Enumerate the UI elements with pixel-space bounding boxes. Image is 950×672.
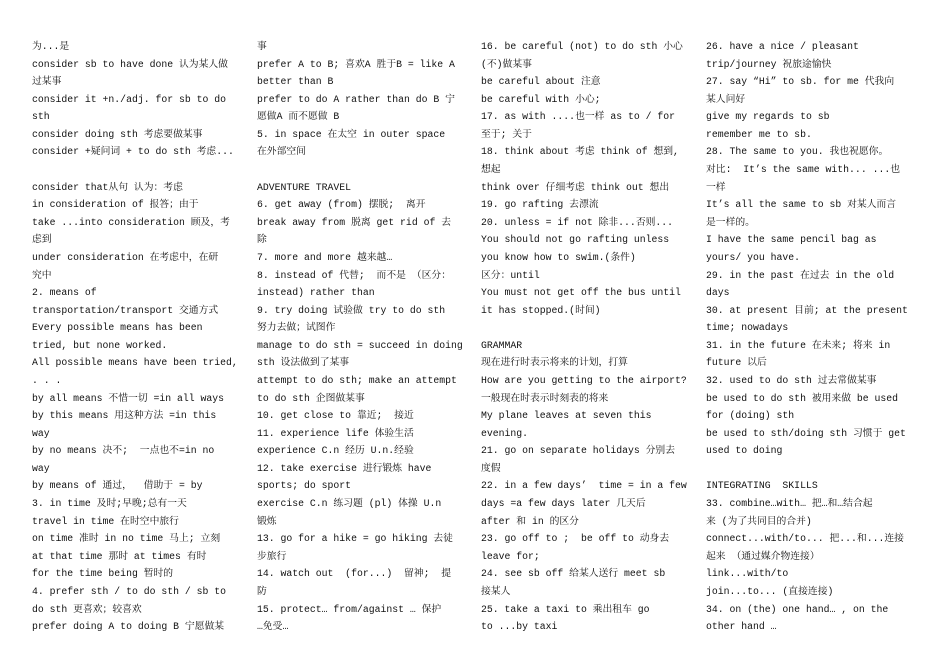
note-line: prefer to do A rather than do B 宁: [257, 93, 455, 105]
note-line: 除: [257, 234, 267, 246]
note-line: in consideration of 报答；由于: [32, 199, 199, 211]
note-line: All possible means have been tried,: [32, 357, 238, 369]
note-line: give my regards to sb: [706, 111, 830, 123]
note-line: trip/journey 祝旅途愉快: [706, 58, 832, 70]
note-line: 对比: It’s the same with... ...也: [706, 164, 901, 176]
note-line: experience C.n 经历 U.n.经验: [257, 445, 414, 457]
note-line: consider it +n./adj. for sb to do: [32, 93, 227, 105]
note-line: 步旅行: [257, 550, 287, 562]
note-line: way: [32, 462, 50, 474]
blank-line: [481, 319, 696, 337]
note-line: 防: [257, 585, 267, 597]
note-line: 18. think about 考虑 think of 想到,: [481, 146, 679, 158]
note-line: 事: [257, 41, 267, 52]
note-line: it has stopped.(时间): [481, 304, 601, 316]
note-line: take ...into consideration 顾及，考: [32, 216, 230, 228]
note-line: sports; do sport: [257, 480, 352, 492]
note-line: My plane leaves at seven this: [481, 410, 652, 422]
note-line: instead) rather than: [257, 287, 375, 299]
note-line: 15. protect… from/against … 保护: [257, 603, 442, 615]
note-line: on time 准时 in no time 马上; 立刻: [32, 533, 221, 545]
note-line: under consideration 在考虑中，在研: [32, 251, 219, 263]
note-line: 11. experience life 体验生活: [257, 427, 414, 439]
note-line: prefer doing A to doing B 宁愿做某: [32, 621, 225, 633]
note-line: 16. be careful (not) to do sth 小心: [481, 41, 683, 52]
note-line: future 以后: [706, 357, 767, 369]
note-line: …免受…: [257, 621, 289, 633]
note-line: 5. in space 在太空 in outer space: [257, 128, 446, 140]
note-line: 9. try doing 试验做 try to do sth: [257, 304, 446, 316]
note-line: consider that从句 认为：考虑: [32, 181, 183, 193]
note-line: 7. more and more 越来越…: [257, 251, 393, 263]
note-line: be careful with 小心;: [481, 93, 601, 105]
note-line: 来 (为了共同目的合并): [706, 515, 812, 527]
note-line: 起来 （通过媒介物连接）: [706, 550, 820, 562]
note-line: You should not go rafting unless: [481, 234, 670, 246]
section-heading: GRAMMAR: [481, 339, 523, 351]
note-line: 一样: [706, 181, 726, 193]
note-line: sth: [32, 111, 50, 123]
note-line: 20. unless = if not 除非...否则...: [481, 216, 674, 228]
note-line: travel in time 在时空中旅行: [32, 515, 179, 527]
section-heading: ADVENTURE TRAVEL: [257, 181, 352, 193]
note-line: yours/ you have.: [706, 251, 801, 263]
note-line: at that time 那时 at times 有时: [32, 550, 207, 562]
notes-column-1: [32, 38, 247, 636]
note-line: to ...by taxi: [481, 621, 558, 633]
note-line: 过某事: [32, 76, 62, 88]
note-line: be used to sth/doing sth 习惯于 get: [706, 427, 906, 439]
note-line: time; nowadays: [706, 322, 789, 334]
note-line: consider sb to have done 认为某人做: [32, 58, 228, 70]
note-line: by this means 用这种方法 =in this: [32, 410, 217, 422]
note-line: exercise C.n 练习题 (pl) 体操 U.n: [257, 498, 442, 510]
note-line: for (doing) sth: [706, 410, 795, 422]
note-line: Every possible means has been: [32, 322, 203, 334]
note-line: used to doing: [706, 445, 783, 457]
note-line: 32. used to do sth 过去常做某事: [706, 374, 877, 386]
note-line: by no means 决不; 一点也不=in no: [32, 445, 215, 457]
note-line: to do sth 企图做某事: [257, 392, 365, 404]
note-line: 14. watch out (for...) 留神; 提: [257, 568, 452, 580]
note-line: 12. take exercise 进行锻炼 have: [257, 462, 432, 474]
note-line: 30. at present 目前; at the present: [706, 304, 908, 316]
note-line: 是一样的。: [706, 216, 755, 228]
note-line: 锻炼: [257, 515, 277, 527]
note-line: be careful about 注意: [481, 76, 601, 88]
note-line: I have the same pencil bag as: [706, 234, 877, 246]
note-line: 究中: [32, 269, 52, 281]
note-line: 23. go off to ; be off to 动身去: [481, 533, 670, 545]
note-line: 26. have a nice / pleasant: [706, 41, 859, 52]
note-line: leave for;: [481, 550, 540, 562]
note-line: 4. prefer sth / to do sth / sb to: [32, 585, 227, 597]
note-line: transportation/transport 交通方式: [32, 304, 219, 316]
note-line: by means of 通过， 借助于 = by: [32, 480, 203, 492]
note-line: evening.: [481, 427, 529, 439]
note-line: 31. in the future 在未来; 将来 in: [706, 339, 891, 351]
note-line: 愿做A 而不愿做 B: [257, 111, 340, 123]
note-line: by all means 不惜一切 =in all ways: [32, 392, 225, 404]
note-line: 13. go for a hike = go hiking 去徒: [257, 533, 453, 545]
note-line: you know how to swim.(条件): [481, 251, 636, 263]
note-line: 28. The same to you. 我也祝愿你。: [706, 146, 889, 158]
note-line: join...to... (直接连接): [706, 585, 834, 597]
note-line: way: [32, 427, 50, 439]
note-line: 29. in the past 在过去 in the old: [706, 269, 895, 281]
note-line: 虑到: [32, 234, 52, 246]
note-line: . . .: [32, 374, 62, 386]
note-line: 25. take a taxi to 乘出租车 go: [481, 603, 650, 615]
note-line: 现在进行时表示将来的计划，打算: [481, 357, 628, 369]
note-line: 接某人: [481, 585, 511, 597]
notes-column-2: [257, 38, 472, 636]
note-line: 想起: [481, 164, 501, 176]
notes-column-4: [706, 38, 921, 636]
note-line: break away from 脱离 get rid of 去: [257, 216, 452, 228]
note-line: 19. go rafting 去漂流: [481, 199, 599, 211]
note-line: days: [706, 287, 730, 299]
note-line: 一般现在时表示时刻表的将来: [481, 392, 609, 404]
note-line: days =a few days later 几天后: [481, 498, 646, 510]
note-line: How are you getting to the airport?: [481, 374, 687, 386]
note-line: 6. get away (from) 摆脱; 离开: [257, 199, 426, 211]
note-line: consider +疑问词 + to do sth 考虑...: [32, 146, 234, 158]
blank-line: [706, 460, 921, 478]
note-line: 在外部空间: [257, 146, 306, 158]
note-line: sth 设法做到了某事: [257, 357, 350, 369]
note-line: think over 仔细考虑 think out 想出: [481, 181, 670, 193]
note-line: 区分：until: [481, 269, 540, 281]
note-line: It’s all the same to sb 对某人而言: [706, 199, 897, 211]
section-heading: INTEGRATING SKILLS: [706, 480, 818, 492]
note-line: after 和 in 的区分: [481, 515, 579, 527]
note-line: be used to do sth 被用来做 be used: [706, 392, 899, 404]
note-line: tried, but none worked.: [32, 339, 168, 351]
note-line: 为...是: [32, 41, 70, 52]
note-line: 度假: [481, 462, 501, 474]
note-line: remember me to sb.: [706, 128, 812, 140]
note-line: connect...with/to... 把...和...连接: [706, 533, 904, 545]
note-line: 24. see sb off 给某人送行 meet sb: [481, 568, 666, 580]
note-line: manage to do sth = succeed in doing: [257, 339, 463, 351]
note-line: 努力去做；试图作: [257, 322, 336, 334]
note-line: 17. as with ....也一样 as to / for: [481, 111, 676, 123]
notes-column-3: [481, 38, 696, 636]
note-line: consider doing sth 考虑要做某事: [32, 128, 203, 140]
note-line: link...with/to: [706, 568, 789, 580]
note-line: 10. get close to 靠近; 接近: [257, 410, 414, 422]
note-line: prefer A to B; 喜欢A 胜于B = like A: [257, 58, 455, 70]
note-line: attempt to do sth; make an attempt: [257, 374, 457, 386]
blank-line: [257, 161, 472, 179]
note-line: 2. means of: [32, 287, 97, 299]
note-line: 21. go on separate holidays 分别去: [481, 445, 676, 457]
note-line: 3. in time 及时;早晚;总有一天: [32, 498, 187, 510]
note-line: 8. instead of 代替; 而不是 （区分：: [257, 269, 451, 281]
note-line: better than B: [257, 76, 334, 88]
blank-line: [32, 161, 247, 179]
note-line: other hand …: [706, 621, 777, 633]
note-line: 33. combine…with… 把…和…结合起: [706, 498, 873, 510]
note-line: 34. on (the) one hand… , on the: [706, 603, 889, 615]
note-line: for the time being 暂时的: [32, 568, 174, 580]
note-line: 27. say “Hi” to sb. for me 代我向: [706, 76, 895, 88]
note-line: 至于; 关于: [481, 128, 532, 140]
note-line: 22. in a few days’ time = in a few: [481, 480, 687, 492]
note-line: 某人问好: [706, 93, 746, 105]
note-line: You must not get off the bus until: [481, 287, 681, 299]
note-line: do sth 更喜欢；较喜欢: [32, 603, 142, 615]
note-line: (不)做某事: [481, 58, 532, 70]
